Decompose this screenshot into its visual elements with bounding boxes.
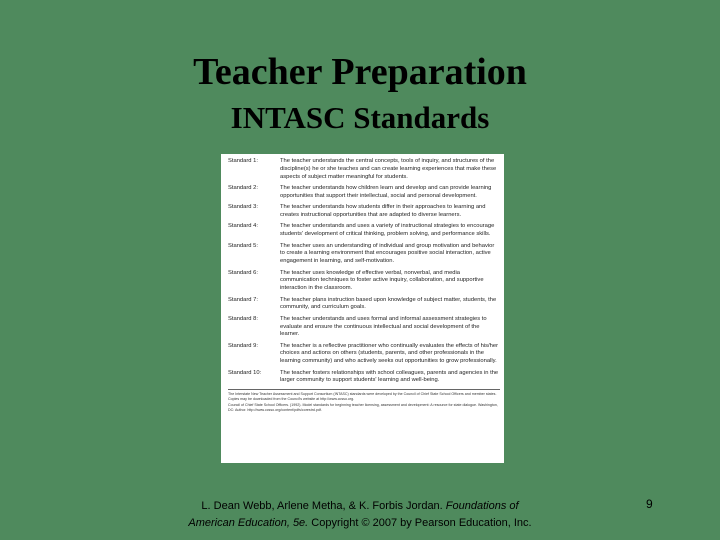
standard-row (228, 158, 500, 181)
standard-label: Standard 4: (228, 223, 258, 230)
standard-row (228, 185, 500, 201)
standard-row (228, 297, 500, 313)
citation-authors: L. Dean Webb, Arlene Metha, & K. Forbis Jordan. (201, 500, 446, 512)
standard-row (228, 343, 500, 366)
citation (160, 498, 560, 532)
standards-document-image (221, 154, 504, 463)
slide-subtitle: INTASC Standards (230, 100, 490, 135)
standard-row (228, 316, 500, 339)
standard-text: The teacher uses knowledge of effective verbal, nonverbal, and media communication techniques to foster active inquiry, collaboration, and supportive interaction in the classroom. (280, 269, 484, 292)
standard-text: The teacher understands how children learn and develop and can provide learning opportunities that support their intellectual, social and personal development. (280, 184, 492, 199)
document-footnote-source: Council of Chief State School Officers. (1992). Model standards for beginning teacher licensing, assessment and development: A resource for state dialogue. Washington, DC: Author. http://www.ccsso.org/content/pdfs/corestrd.pdf. (228, 403, 498, 413)
standard-label: Standard 9: (228, 342, 258, 349)
citation-title-part2: American Education, 5e. (188, 517, 309, 529)
standard-text: The teacher understands and uses formal and informal assessment strategies to evaluate and ensure the continuous intellectual and social development of the learner. (280, 315, 487, 338)
document-footnote-note: The Interstate New Teacher Assessment and Support Consortium (INTASC) standards were developed by the Council of Chief State School Officers and member states. Copies may be downloaded from the Council's website at http://www.ccsso.org. (228, 391, 497, 402)
standard-label: Standard 3: (228, 204, 258, 211)
standard-label: Standard 5: (228, 242, 258, 249)
citation-title-part1: Foundations of (445, 500, 519, 512)
document-footnote (228, 392, 500, 414)
standard-label: Standard 1: (228, 158, 258, 164)
standard-text: The teacher uses an understanding of individual and group motivation and behavior to create a learning environment that encourages positive social interaction, active engagement in learning, and self-motivation. (280, 242, 495, 265)
page-number: 9 (646, 497, 653, 511)
standard-label: Standard 6: (228, 269, 258, 276)
standard-label: Standard 8: (228, 315, 258, 322)
standard-text: The teacher plans instruction based upon knowledge of subject matter, students, the community, and curriculum goals. (280, 296, 497, 311)
standard-row (228, 243, 500, 266)
standards-list (228, 158, 500, 385)
slide-title: Teacher Preparation (193, 51, 527, 93)
standard-label: Standard 2: (228, 184, 258, 191)
standard-label: Standard 10: (228, 369, 262, 376)
citation-copyright: Copyright © 2007 by Pearson Education, Inc. (308, 517, 532, 529)
standard-text: The teacher understands and uses a variety of instructional strategies to encourage students' development of critical thinking, problem solving, and performance skills. (280, 223, 495, 238)
standard-row (228, 370, 500, 386)
standard-row (228, 270, 500, 293)
document-divider (228, 389, 500, 390)
standard-row (228, 223, 500, 239)
standard-text: The teacher fosters relationships with school colleagues, parents and agencies in the larger community to support students' learning and well-being. (280, 369, 499, 384)
standard-text: The teacher understands the central concepts, tools of inquiry, and structures of the discipline(s) he or she teaches and can create learning experiences that make these aspects of subject matter meaningful for students. (280, 158, 497, 180)
standard-row (228, 204, 500, 220)
standard-label: Standard 7: (228, 296, 258, 303)
standard-text: The teacher understands how students differ in their approaches to learning and creates instructional opportunities that are adapted to diverse learners. (280, 204, 486, 218)
standard-text: The teacher is a reflective practitioner who continually evaluates the effects of his/her choices and actions on others (students, parents, and other professionals in the learning community) and who actively seeks out opportunities to grow professionally. (280, 342, 499, 365)
